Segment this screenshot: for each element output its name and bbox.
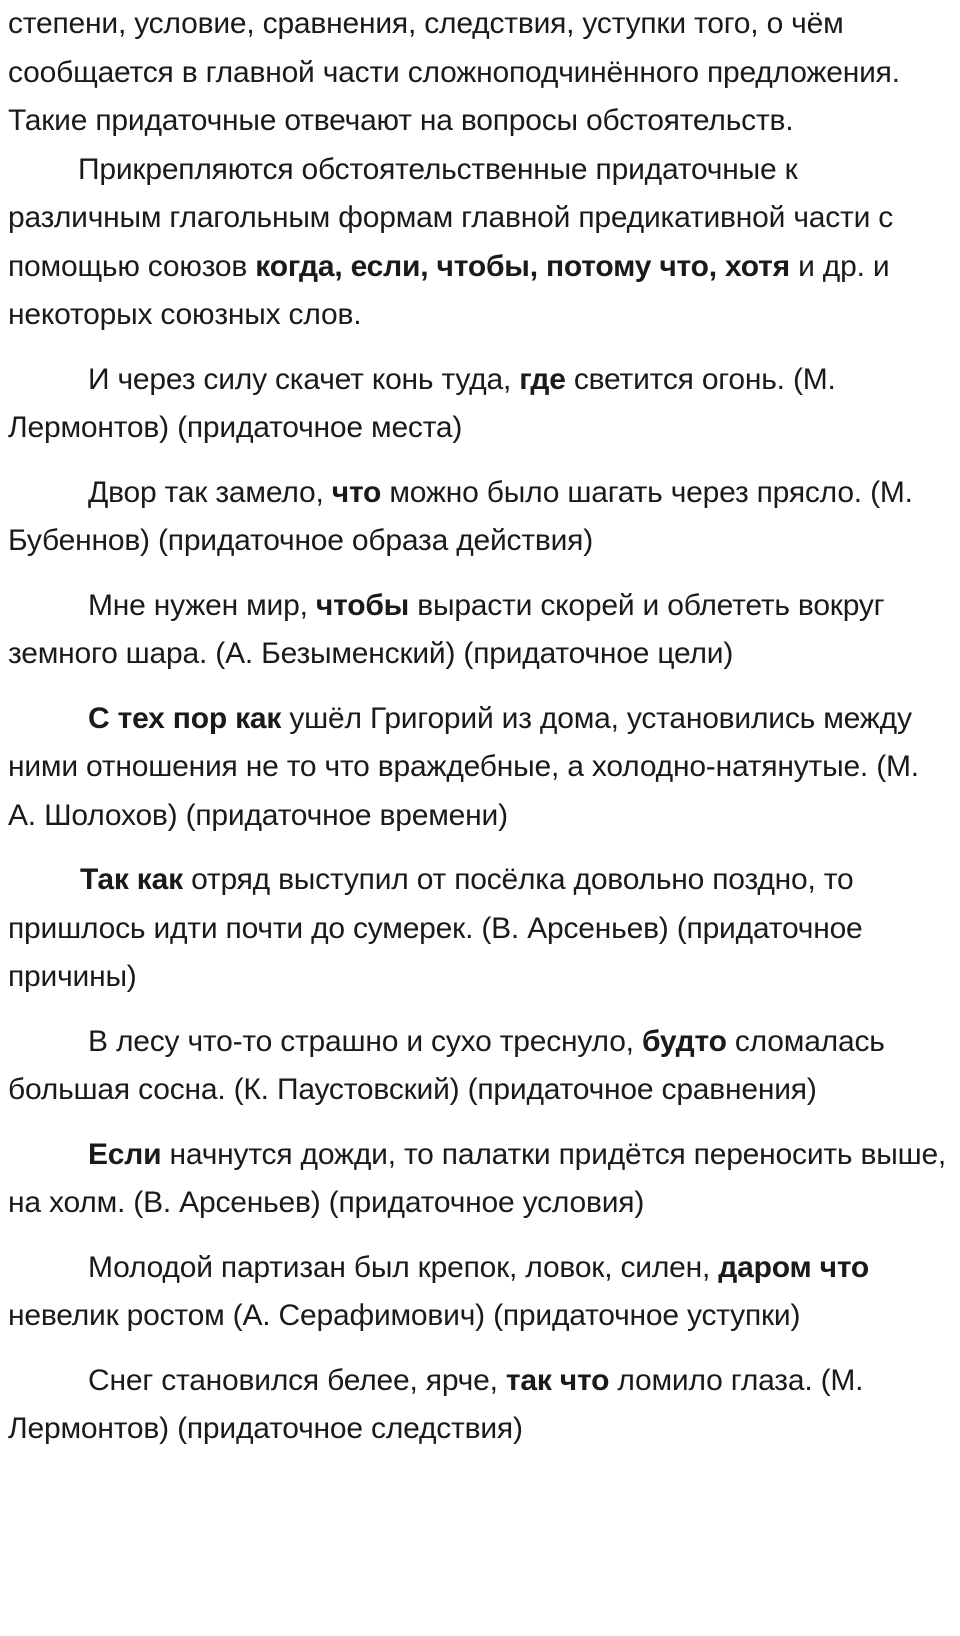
- paragraph-text: степени, условие, сравнения, следствия, уступки того, о чём сообщается в главной части сложноподчинённого предложения. Такие придаточные отвечают на вопросы обстоятельств.: [8, 7, 900, 137]
- example-text-after: сломалась большая сосна. (К. Паустовский) (придаточное сравнения): [8, 1024, 885, 1106]
- example-text-after: ушёл Григорий из дома, установились между ними отношения не то что враждебные, а холодно-натянутые. (М. А. Шолохов) (придаточное времени): [8, 701, 919, 832]
- example-conjunction: С тех пор как: [88, 701, 282, 735]
- example-purpose: [8, 582, 954, 679]
- example-conjunction: где: [519, 362, 566, 396]
- example-condition: [8, 1131, 954, 1228]
- example-text-after: ломило глаза. (М. Лермонтов) (придаточное следствия): [8, 1363, 864, 1445]
- conjunction-list: когда, если, чтобы, потому что, хотя: [255, 249, 790, 283]
- example-conjunction: будто: [641, 1024, 727, 1058]
- example-conjunction: даром что: [718, 1250, 870, 1284]
- example-conjunction: так что: [505, 1363, 610, 1397]
- example-concession: [8, 1244, 954, 1341]
- document-page: [8, 0, 954, 1454]
- example-conjunction: Так как: [80, 863, 183, 896]
- example-time: [8, 695, 954, 841]
- example-conjunction: Если: [88, 1137, 162, 1171]
- example-comparison: [8, 1018, 954, 1115]
- example-place: [8, 356, 954, 453]
- paragraph-text-after: и др. и некоторых союзных слов.: [8, 249, 890, 331]
- example-text-before: Двор так замело,: [88, 475, 332, 509]
- example-text-after: начнутся дожди, то палатки придётся переносить выше, на холм. (В. Арсеньев) (придаточное условия): [8, 1137, 947, 1219]
- example-text-before: Молодой партизан был крепок, ловок, силен,: [88, 1250, 719, 1284]
- example-text-before: И через силу скачет конь туда,: [88, 362, 520, 396]
- example-text-before: В лесу что-то страшно и сухо треснуло,: [88, 1024, 642, 1058]
- example-conjunction: что: [331, 475, 382, 509]
- example-text-after: вырасти скорей и облететь вокруг земного шара. (А. Безыменский) (придаточное цели): [8, 588, 885, 670]
- example-text-after: отряд выступил от посёлка довольно поздно, то пришлось идти почти до сумерек. (В. Арсеньев) (придаточное причины): [8, 863, 863, 993]
- paragraph-text-before: Прикрепляются обстоятельственные придаточные к различным глагольным формам главной предикативной части с помощью союзов: [8, 152, 894, 283]
- example-text-after: невелик ростом (А. Серафимович) (придаточное уступки): [8, 1299, 801, 1332]
- example-conjunction: чтобы: [315, 588, 410, 622]
- example-text-after: можно было шагать через прясло. (М. Бубеннов) (придаточное образа действия): [8, 475, 913, 557]
- example-manner: [8, 469, 954, 566]
- example-reason: [8, 856, 954, 1002]
- paragraph-conjunctions: [8, 146, 954, 340]
- example-text-before: Мне нужен мир,: [88, 588, 316, 622]
- example-text-before: Снег становился белее, ярче,: [88, 1363, 506, 1397]
- example-text-after: светится огонь. (М. Лермонтов) (придаточное места): [8, 362, 836, 444]
- paragraph-intro-continued: [8, 0, 954, 146]
- example-consequence: [8, 1357, 954, 1454]
